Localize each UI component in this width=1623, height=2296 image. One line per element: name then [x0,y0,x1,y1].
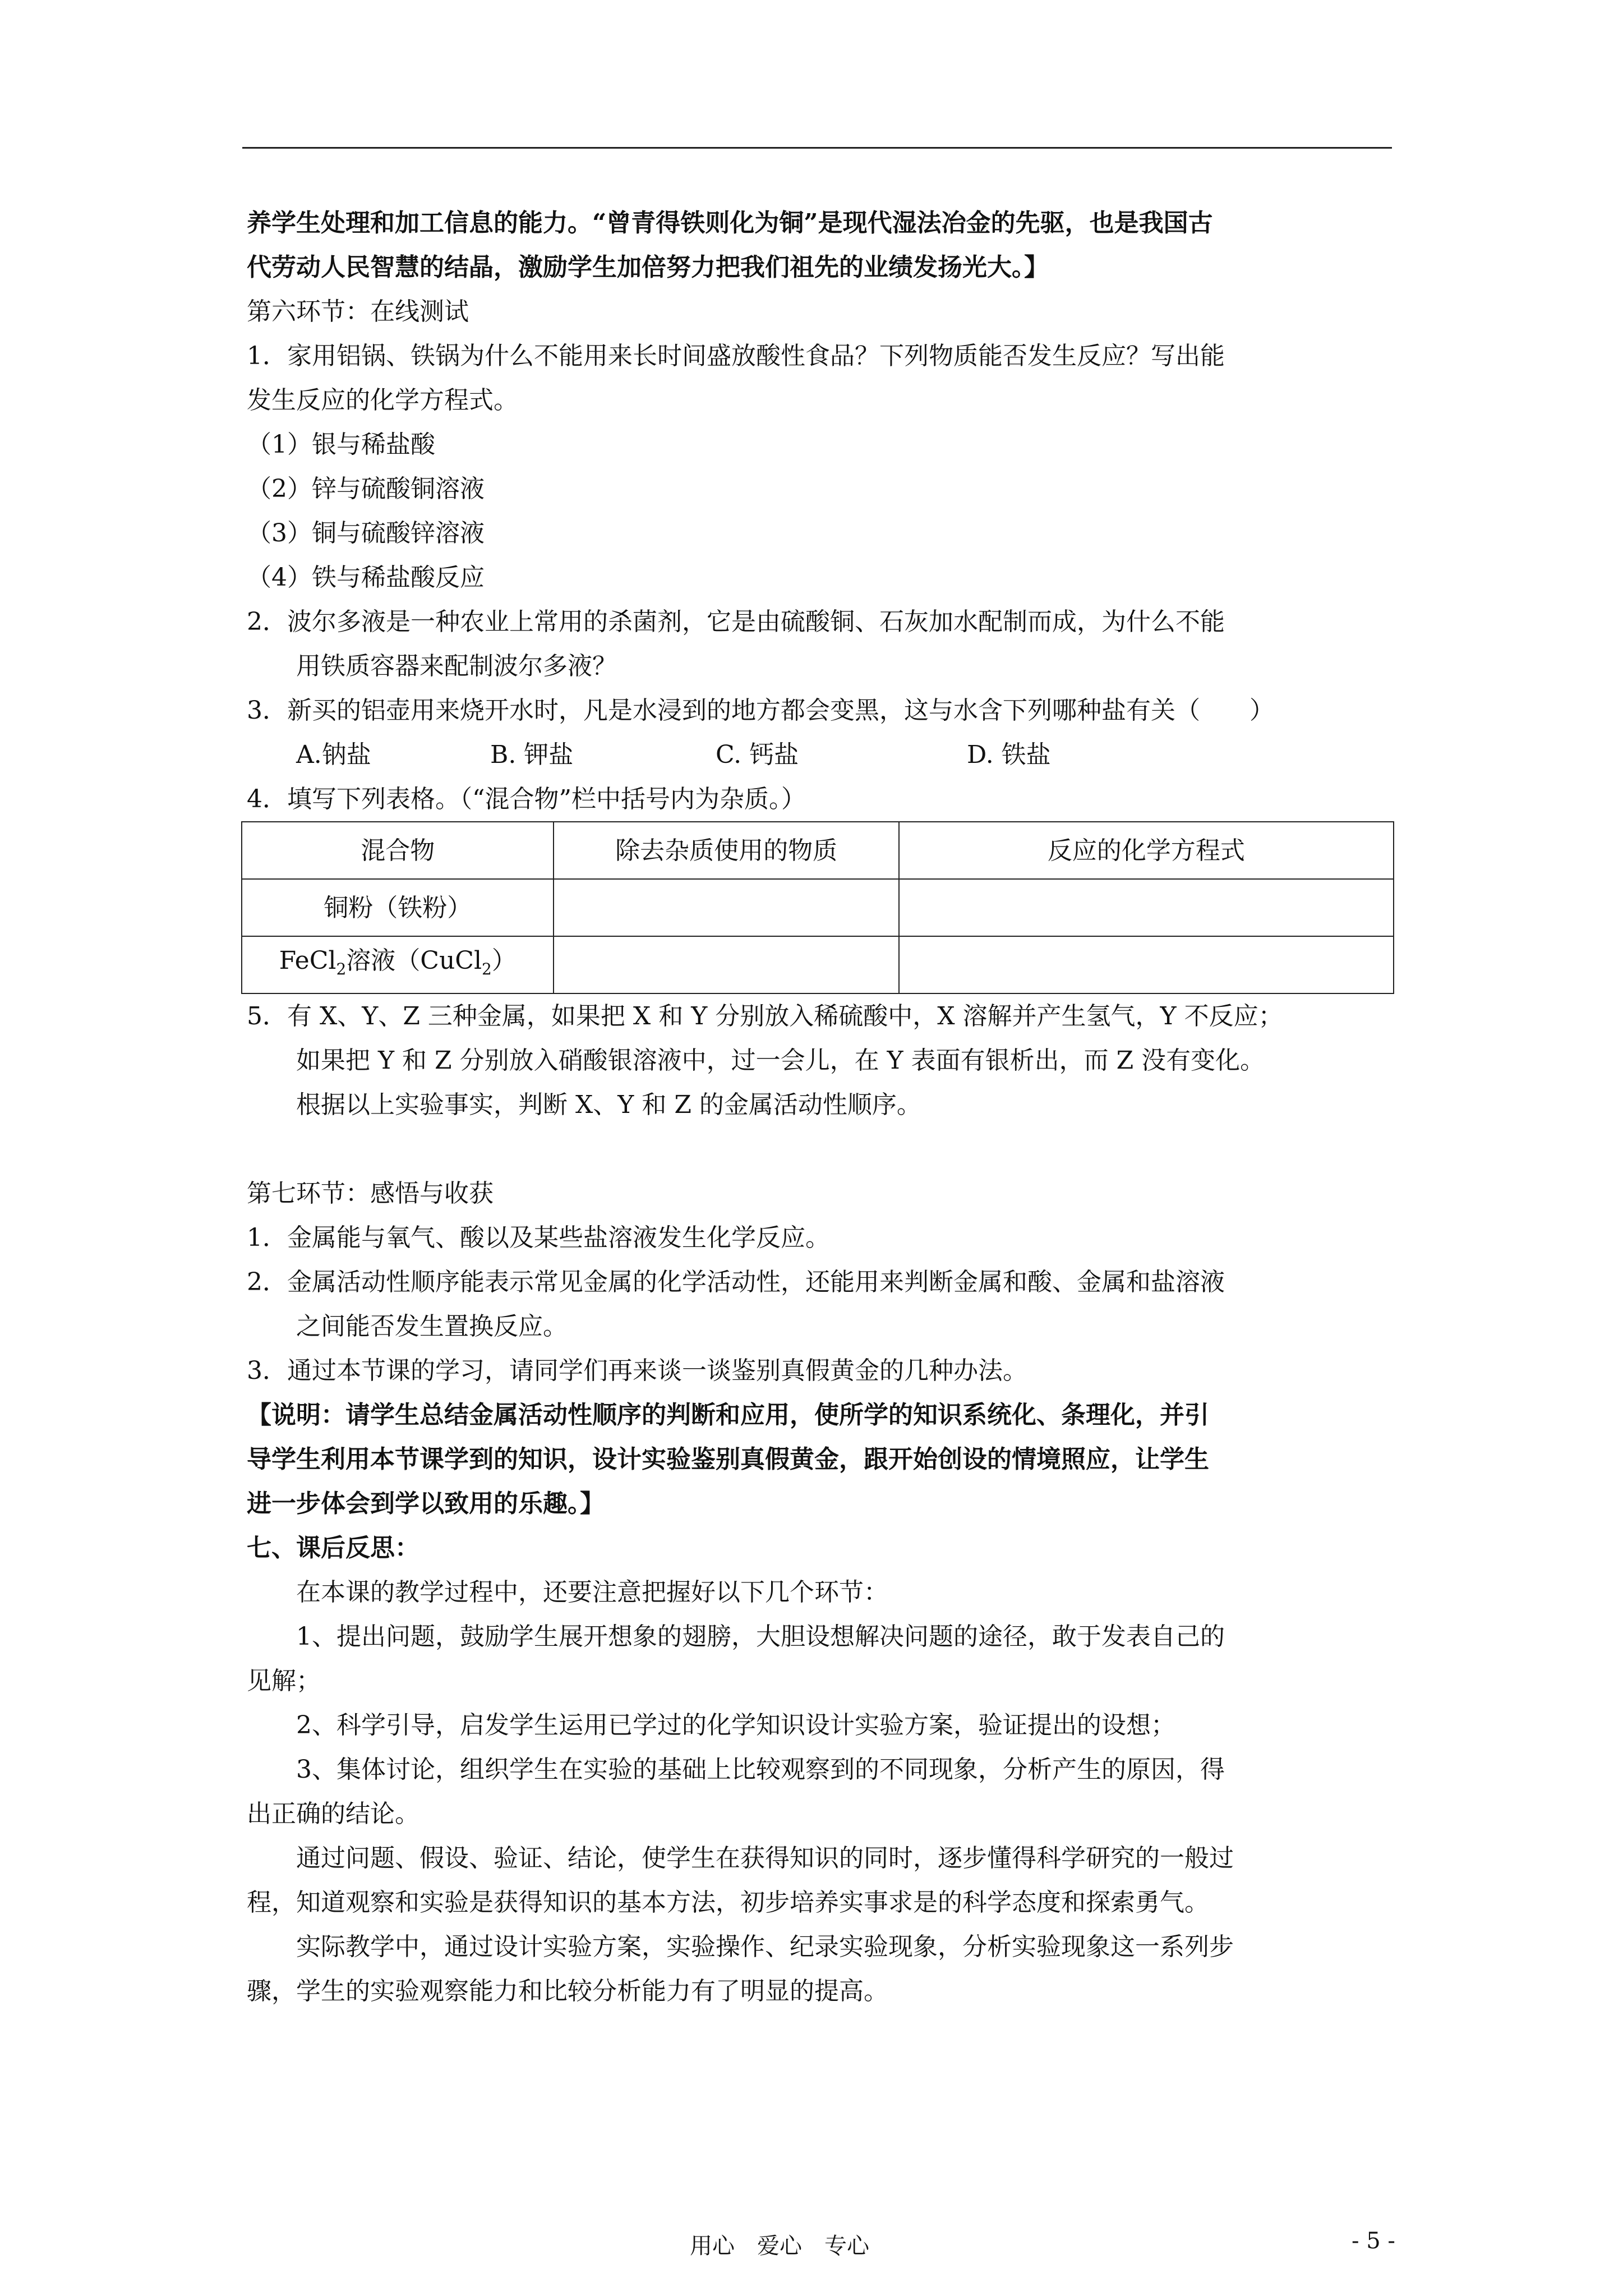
text-line: 在本课的教学过程中，还要注意把握好以下几个环节： [296,1578,888,1607]
choice-c: C. 钙盐 [716,740,799,769]
choice-a: A.钠盐 [296,740,371,769]
impurity-table [241,821,1394,994]
question-5: 5．有 X、Y、Z 三种金属，如果把 X 和 Y 分别放入稀硫酸中，X 溶解并产生氢气，Y 不反应； [247,1002,1283,1030]
answer-choices [247,733,1396,777]
note-line: 进一步体会到学以致用的乐趣。】 [247,1489,605,1518]
choice-b: B. 钾盐 [490,740,574,769]
page-content [247,201,1396,2013]
sub-item: （3）铜与硫酸锌溶液 [247,519,485,547]
question-1: 1．家用铝锅、铁锅为什么不能用来长时间盛放酸性食品？下列物质能否发生反应？写出能 [247,342,1225,370]
table-cell-empty [899,936,1394,993]
spacer [247,1127,1396,1171]
text-line: 3、集体讨论，组织学生在实验的基础上比较观察到的不同现象，分析产生的原因，得 [296,1755,1225,1784]
note-line: 【说明：请学生总结金属活动性顺序的判断和应用，使所学的知识系统化、条理化，并引 [247,1401,1209,1429]
table-row [242,936,1394,993]
table-cell-empty [554,936,898,993]
text-line: 通过问题、假设、验证、结论，使学生在获得知识的同时，逐步懂得科学研究的一般过 [296,1844,1234,1872]
sub-item: （4）铁与稀盐酸反应 [247,563,485,592]
note-line: 导学生利用本节课学到的知识，设计实验鉴别真假黄金，跟开始创设的情境照应，让学生 [247,1445,1209,1474]
header-rule [242,147,1392,149]
text-line: 见解； [247,1667,321,1695]
sub-item: （1）银与稀盐酸 [247,430,435,459]
summary-item-3: 3．通过本节课的学习，请同学们再来谈一谈鉴别真假黄金的几种办法。 [247,1356,1027,1385]
table-cell-empty [554,879,898,936]
summary-item-2: 2．金属活动性顺序能表示常见金属的化学活动性，还能用来判断金属和酸、金属和盐溶液 [247,1268,1225,1296]
section-heading-7: 第七环节：感悟与收获 [247,1179,494,1208]
text-line: 骤，学生的实验观察能力和比较分析能力有了明显的提高。 [247,1977,888,2005]
text-line: 根据以上实验事实，判断 X、Y 和 Z 的金属活动性顺序。 [296,1091,921,1119]
text-line: 发生反应的化学方程式。 [247,386,518,415]
text-line: 2、科学引导，启发学生运用已学过的化学知识设计实验方案，验证提出的设想； [296,1711,1175,1740]
text-line: 1、提出问题，鼓励学生展开想象的翅膀，大胆设想解决问题的途径，敢于发表自己的 [296,1622,1225,1651]
text-line: 出正确的结论。 [247,1800,419,1828]
text-line: 如果把 Y 和 Z 分别放入硝酸银溶液中，过一会儿，在 Y 表面有银析出，而 Z 没有变化。 [296,1046,1265,1075]
question-3: 3．新买的铝壶用来烧开水时，凡是水浸到的地方都会变黑，这与水含下列哪种盐有关（ ） [247,696,1274,725]
table-row [242,879,1394,936]
section-heading-reflection: 七、课后反思： [247,1534,419,1562]
table-header-row [242,822,1394,879]
table-cell: FeCl$_2$溶液（CuCl$_2$） [242,936,554,993]
table-header-cell: 混合物 [242,822,554,879]
table-cell-empty [899,879,1394,936]
section-heading-6: 第六环节：在线测试 [247,297,469,326]
table-header-cell: 除去杂质使用的物质 [554,822,898,879]
question-2: 2．波尔多液是一种农业上常用的杀菌剂，它是由硫酸铜、石灰加水配制而成，为什么不能 [247,608,1225,636]
text-line: 养学生处理和加工信息的能力。“曾青得铁则化为铜”是现代湿法冶金的先驱，也是我国古 [247,209,1213,237]
choice-d: D. 铁盐 [967,740,1051,769]
page-number: - 5 - [1352,2228,1395,2254]
footer-motto: 用心 爱心 专心 [690,2233,869,2259]
text-line: 用铁质容器来配制波尔多液？ [296,652,617,680]
text-line: 之间能否发生置换反应。 [296,1312,568,1341]
text-line: 实际教学中，通过设计实验方案，实验操作、纪录实验现象，分析实验现象这一系列步 [296,1932,1234,1961]
text-line: 程，知道观察和实验是获得知识的基本方法，初步培养实事求是的科学态度和探索勇气。 [247,1888,1209,1917]
question-4: 4．填写下列表格。（“混合物”栏中括号内为杂质。） [247,785,806,813]
summary-item-1: 1．金属能与氧气、酸以及某些盐溶液发生化学反应。 [247,1223,830,1252]
table-header-cell: 反应的化学方程式 [899,822,1394,879]
text-line: 代劳动人民智慧的结晶，激励学生加倍努力把我们祖先的业绩发扬光大。】 [247,253,1049,282]
sub-item: （2）锌与硫酸铜溶液 [247,475,485,503]
table-cell: 铜粉（铁粉） [242,879,554,936]
